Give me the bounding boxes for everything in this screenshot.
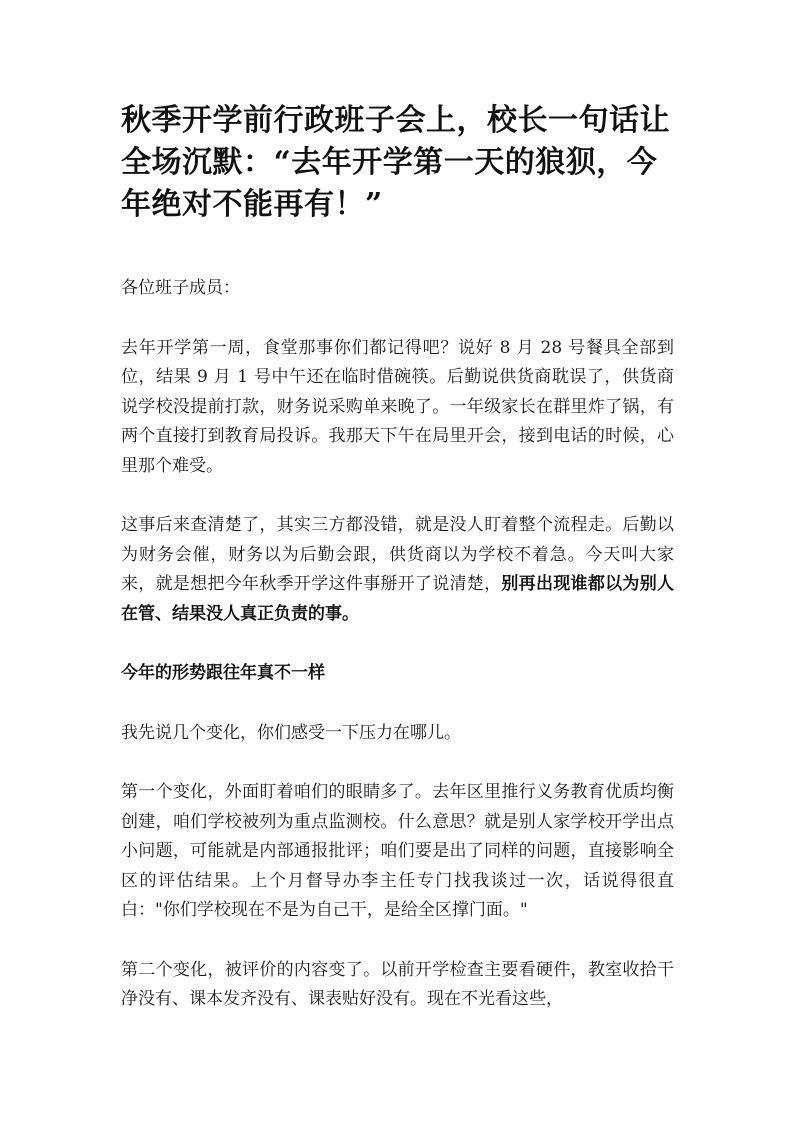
paragraph-1: 去年开学第一周，食堂那事你们都记得吧？说好 8 月 28 号餐具全部到位，结果 9 月 1 号中午还在临时借碗筷。后勤说供货商耽误了，供货商说学校没提前打款，财务说采购单来晚了。一年级家长在群里炸了锅，有两个直接打到教育局投诉。我那天下午在局里开会，接到电话的时候，心里那个难受。	[121, 337, 674, 476]
paragraph-3: 我先说几个变化，你们感受一下压力在哪儿。	[121, 722, 461, 743]
paragraph-2	[121, 511, 674, 629]
greeting: 各位班子成员：	[121, 278, 240, 298]
document-page	[121, 100, 674, 1045]
paragraph-2-emphasis: 别再出现谁都以为别人在管、结果没人真正负责的事。	[121, 574, 675, 624]
paragraph-4: 第一个变化，外面盯着咱们的眼睛多了。去年区里推行义务教育优质均衡创建，咱们学校被列为重点监测校。什么意思？就是别人家学校开学出点小问题，可能就是内部通报批评；咱们要是出了同样的问题，直接影响全区的评估结果。上个月督导办李主任专门找我谈过一次，话说得很直白："你们学校现在不是为自己干，是给全区撑门面。"	[121, 782, 674, 920]
paragraph-2-text: 这事后来查清楚了，其实三方都没错，就是没人盯着整个流程走。后勤以为财务会催，财务以为后勤会跟，供货商以为学校不着急。今天叫大家来，就是想把今年秋季开学这件事掰开了说清楚，	[121, 515, 674, 594]
section-heading: 今年的形势跟往年真不一样	[121, 663, 325, 683]
document-title: 秋季开学前行政班子会上，校长一句话让全场沉默：“去年开学第一天的狼狈，今年绝对不能再有！”	[121, 103, 670, 222]
paragraph-5: 第二个变化，被评价的内容变了。以前开学检查主要看硬件，教室收拾干净没有、课本发齐没有、课表贴好没有。现在不光看这些，	[121, 959, 674, 1009]
